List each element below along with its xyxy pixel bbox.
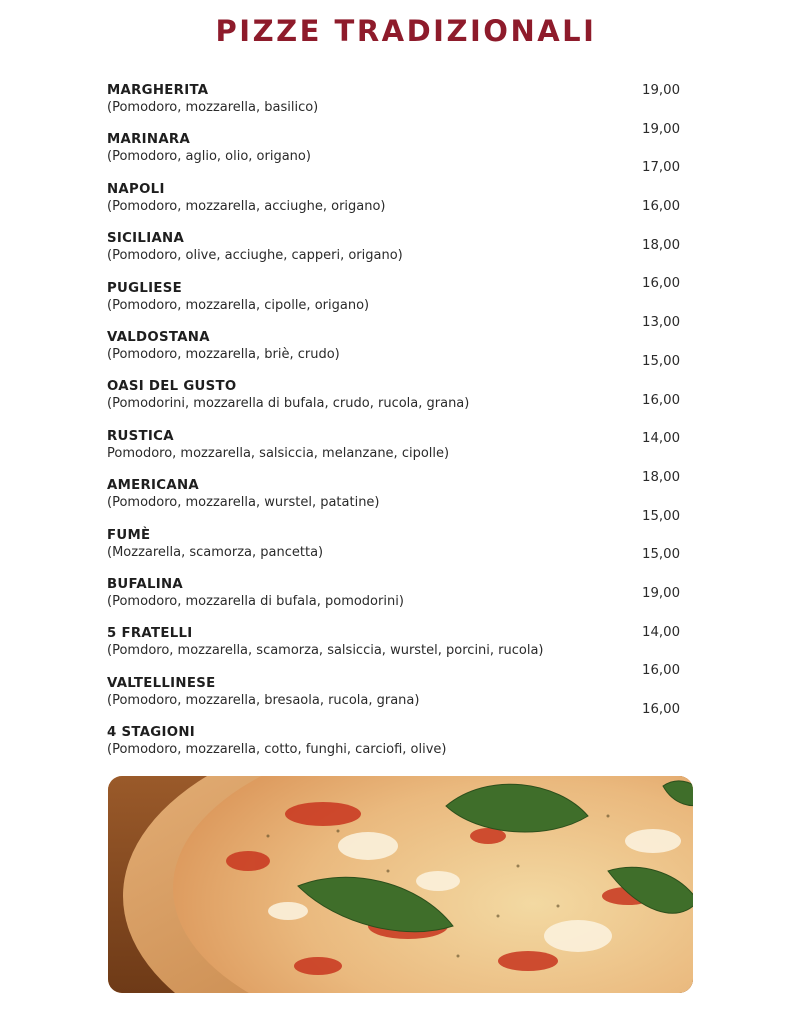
item-name: VALTELLINESE <box>107 675 216 691</box>
price: 18,00 <box>642 237 681 253</box>
menu-item <box>107 724 627 773</box>
item-description: (Pomodorini, mozzarella di bufala, crudo, rucola, grana) <box>107 396 470 412</box>
price: 19,00 <box>642 585 681 601</box>
item-name: MARINARA <box>107 132 191 148</box>
menu-item <box>107 280 627 329</box>
pizza-margherita-photo <box>108 776 693 993</box>
price: 17,00 <box>642 160 681 176</box>
item-description: (Pomodoro, mozzarella, acciughe, origano) <box>107 198 386 214</box>
item-description: (Pomodoro, mozzarella, briè, crudo) <box>107 346 340 362</box>
item-description: (Pomodoro, olive, acciughe, capperi, origano) <box>107 248 403 264</box>
menu-item <box>107 82 627 131</box>
menu-item <box>107 131 627 180</box>
item-description: (Pomodoro, mozzarella, cotto, funghi, carciofi, olive) <box>107 742 447 758</box>
price: 16,00 <box>642 392 681 408</box>
item-description: (Pomodoro, aglio, olio, origano) <box>107 149 311 165</box>
item-description: (Pomodoro, mozzarella, bresaola, rucola, grana) <box>107 692 420 708</box>
item-name: RUSTICA <box>107 428 174 444</box>
price: 15,00 <box>642 508 681 524</box>
price: 15,00 <box>642 353 681 369</box>
item-name: BUFALINA <box>107 576 184 592</box>
menu-items-list <box>107 82 627 773</box>
price: 16,00 <box>642 663 681 679</box>
item-name: AMERICANA <box>107 478 199 494</box>
item-description: (Pomodoro, mozzarella, cipolle, origano) <box>107 297 370 313</box>
menu-item <box>107 230 627 279</box>
item-name: OASI DEL GUSTO <box>107 379 237 395</box>
menu-item <box>107 527 627 576</box>
item-name: SICILIANA <box>107 231 185 247</box>
item-description: (Mozzarella, scamorza, pancetta) <box>107 544 324 560</box>
item-name: NAPOLI <box>107 181 165 197</box>
pizza-illustration <box>108 776 693 993</box>
menu-item <box>107 378 627 427</box>
item-name: 4 STAGIONI <box>107 725 196 741</box>
price: 16,00 <box>642 276 681 292</box>
menu-item <box>107 428 627 477</box>
menu-item <box>107 625 627 674</box>
menu-item <box>107 675 627 724</box>
price: 14,00 <box>642 624 681 640</box>
price: 16,00 <box>642 702 681 717</box>
item-description: (Pomodoro, mozzarella, basilico) <box>107 100 319 115</box>
menu-item <box>107 181 627 230</box>
page-title: PIZZE TRADIZIONALI <box>215 14 597 48</box>
price: 18,00 <box>642 469 681 485</box>
item-name: PUGLIESE <box>107 280 183 296</box>
menu-item <box>107 477 627 526</box>
item-description: (Pomodoro, mozzarella, wurstel, patatine) <box>107 495 380 511</box>
price: 16,00 <box>642 199 681 215</box>
item-name: VALDOSTANA <box>107 329 210 345</box>
price: 19,00 <box>642 83 681 98</box>
menu-item <box>107 329 627 378</box>
item-description: (Pomodoro, mozzarella di bufala, pomodorini) <box>107 593 404 609</box>
item-description: (Pomdoro, mozzarella, scamorza, salsiccia, wurstel, porcini, rucola) <box>107 643 544 659</box>
item-name: FUMÈ <box>107 527 151 543</box>
item-name: 5 FRATELLI <box>107 626 193 642</box>
price-column <box>642 82 702 740</box>
item-description: Pomodoro, mozzarella, salsiccia, melanzane, cipolle) <box>107 445 450 461</box>
item-name: MARGHERITA <box>107 83 209 98</box>
menu-item <box>107 576 627 625</box>
price: 15,00 <box>642 547 681 563</box>
price: 13,00 <box>642 315 681 331</box>
price: 14,00 <box>642 431 681 447</box>
price: 19,00 <box>642 121 681 137</box>
